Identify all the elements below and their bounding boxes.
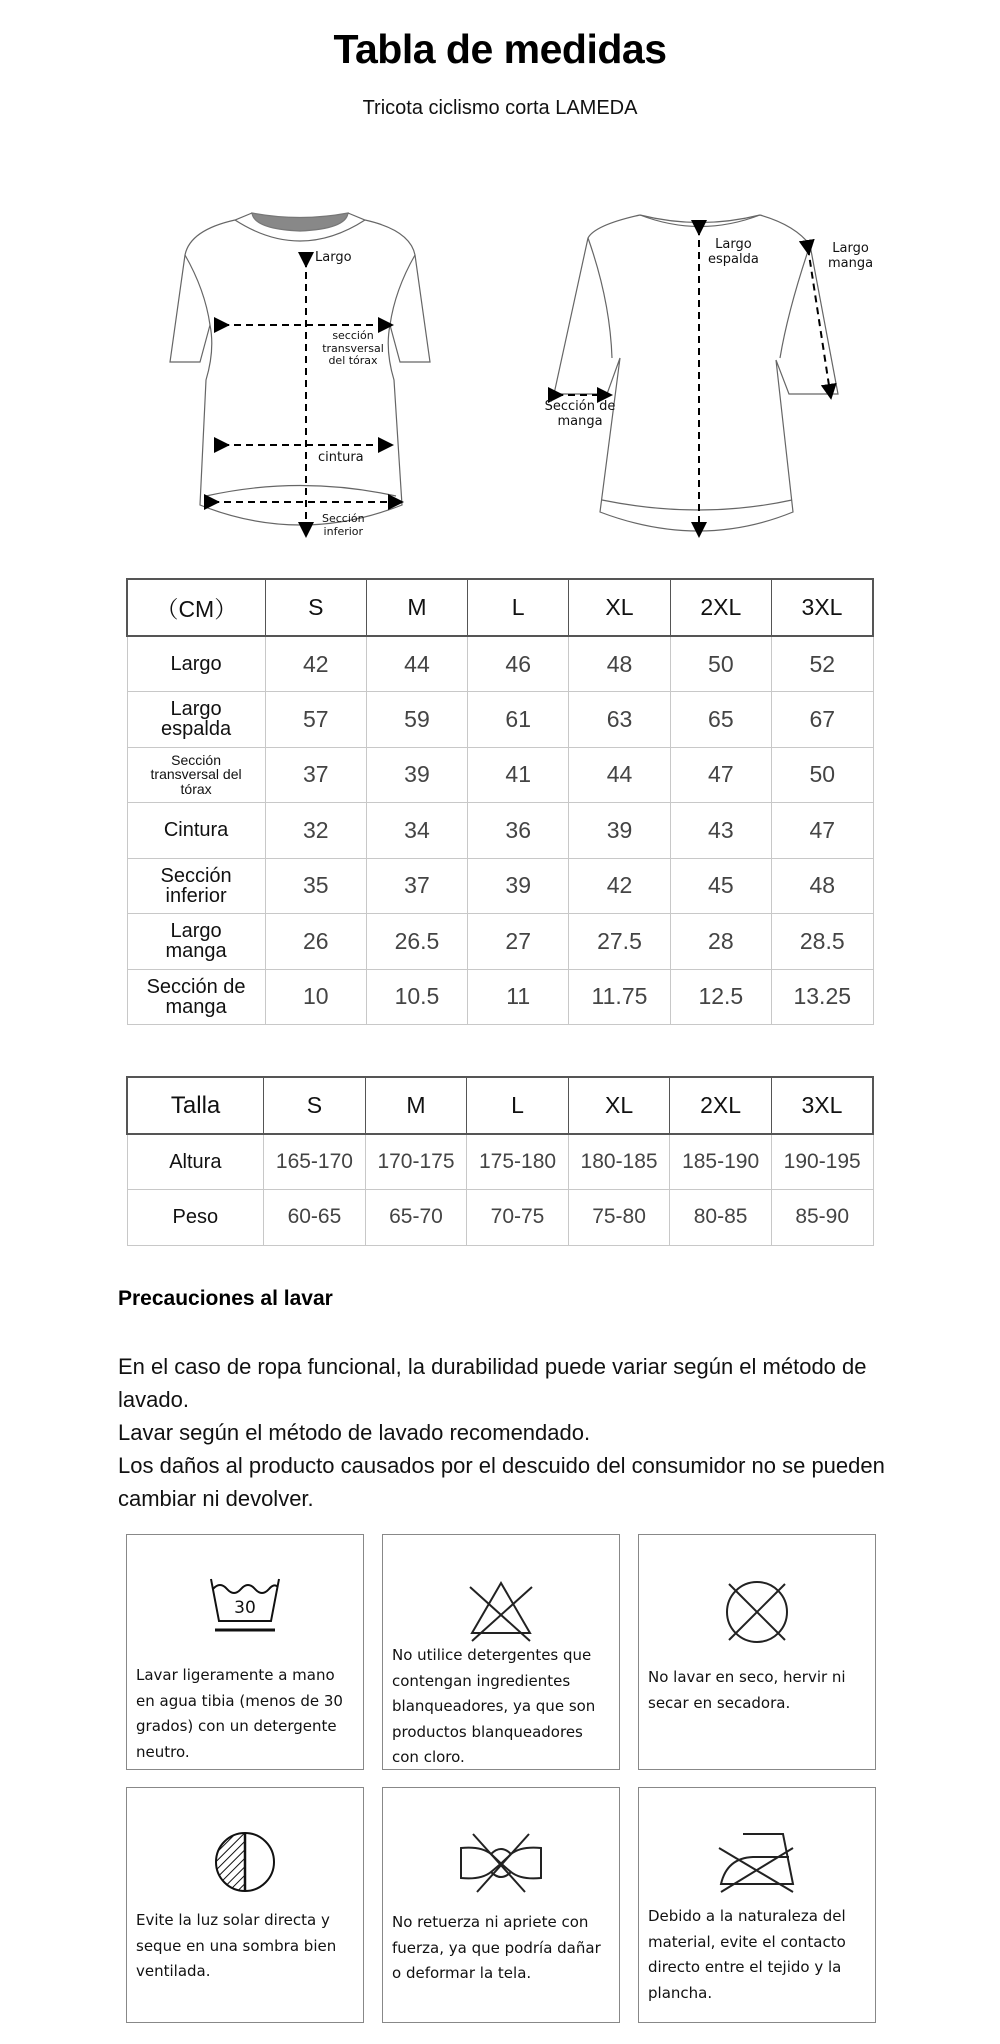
size-header: L	[467, 1077, 569, 1134]
table-cell: 10	[265, 969, 366, 1025]
care-card-no-iron	[638, 1787, 876, 2023]
table-cell: 11	[468, 969, 569, 1025]
care-card-no-dry-clean	[638, 1534, 876, 1770]
table-cell: 13.25	[772, 969, 874, 1025]
front-label-largo: Largo	[315, 250, 352, 265]
row-label: Sección transversal del tórax	[127, 747, 265, 803]
size-header: 3XL	[771, 1077, 873, 1134]
hand-wash-30-icon	[205, 1575, 285, 1637]
table-row	[127, 1134, 873, 1190]
back-shirt-diagram	[520, 200, 890, 550]
table-cell: 44	[569, 747, 670, 803]
svg-text:30: 30	[234, 1598, 256, 1618]
table-cell: 80-85	[670, 1190, 772, 1246]
table-row	[127, 858, 873, 914]
table-cell: 180-185	[568, 1134, 670, 1190]
card-text: Debido a la naturaleza del material, evite el contacto directo entre el tejido y la plancha.	[648, 1907, 846, 2002]
care-card-no-wring	[382, 1787, 620, 2023]
size-header: XL	[569, 579, 670, 636]
table-cell: 59	[366, 692, 467, 748]
row-label: Largo	[127, 636, 265, 692]
row-label: Sección de manga	[127, 969, 265, 1025]
table-cell: 60-65	[264, 1190, 366, 1246]
size-header: 2XL	[670, 579, 771, 636]
card-text: No retuerza ni apriete con fuerza, ya que podría dañar o deformar la tela.	[392, 1913, 601, 1982]
table-cell: 170-175	[365, 1134, 467, 1190]
table-cell: 165-170	[264, 1134, 366, 1190]
table-cell: 67	[772, 692, 874, 748]
table-cell: 44	[366, 636, 467, 692]
row-label: Sección inferior	[127, 858, 265, 914]
table-row	[127, 1190, 873, 1246]
table-cell: 37	[366, 858, 467, 914]
table-cell: 61	[468, 692, 569, 748]
table-cell: 37	[265, 747, 366, 803]
care-paragraph: Los daños al producto causados por el descuido del consumidor no se pueden cambiar ni devolver.	[118, 1453, 885, 1511]
table-cell: 27	[468, 914, 569, 970]
size-header: L	[468, 579, 569, 636]
care-instructions	[118, 1350, 898, 1515]
table-cell: 190-195	[771, 1134, 873, 1190]
table-cell: 26.5	[366, 914, 467, 970]
no-bleach-icon	[468, 1581, 534, 1643]
table-cell: 46	[468, 636, 569, 692]
size-header: XL	[568, 1077, 670, 1134]
front-label-waist: cintura	[318, 450, 364, 465]
table-cell: 41	[468, 747, 569, 803]
no-dry-clean-icon	[724, 1579, 790, 1645]
no-wring-icon	[459, 1832, 543, 1894]
back-label-sleeve-section: Sección de manga	[544, 399, 616, 429]
card-text: No utilice detergentes que contengan ingredientes blanqueadores, ya que son productos blanqueadores con cloro.	[392, 1646, 596, 1766]
row-label: Altura	[127, 1134, 264, 1190]
table-cell: 10.5	[366, 969, 467, 1025]
table-cell: 63	[569, 692, 670, 748]
front-label-chest: sección transversal del tórax	[322, 329, 384, 368]
row-label: Peso	[127, 1190, 264, 1246]
table-cell: 42	[265, 636, 366, 692]
table-cell: 27.5	[569, 914, 670, 970]
table-cell: 39	[468, 858, 569, 914]
care-card-no-bleach	[382, 1534, 620, 1770]
table-cell: 75-80	[568, 1190, 670, 1246]
card-text: No lavar en seco, hervir ni secar en secadora.	[648, 1668, 846, 1712]
card-text: Lavar ligeramente a mano en agua tibia (menos de 30 grados) con un detergente neutro.	[136, 1666, 343, 1761]
unit-header: （CM）	[127, 579, 265, 636]
table-cell: 11.75	[569, 969, 670, 1025]
table-cell: 175-180	[467, 1134, 569, 1190]
table-header-row	[127, 1077, 873, 1134]
back-label-sleeve-length: Largo manga	[828, 241, 874, 271]
table-cell: 39	[366, 747, 467, 803]
table-cell: 36	[468, 803, 569, 859]
care-paragraph: En el caso de ropa funcional, la durabilidad puede variar según el método de lavado.	[118, 1354, 867, 1412]
table-row	[127, 969, 873, 1025]
row-label: Largo manga	[127, 914, 265, 970]
table-cell: 185-190	[670, 1134, 772, 1190]
back-label-back-length: Largo espalda	[708, 237, 759, 267]
front-shirt-diagram	[150, 200, 450, 550]
table-cell: 28.5	[772, 914, 874, 970]
page-title: Tabla de medidas	[333, 26, 667, 72]
table-cell: 85-90	[771, 1190, 873, 1246]
table-row	[127, 914, 873, 970]
dry-in-shade-icon	[213, 1830, 277, 1894]
table-cell: 47	[772, 803, 874, 859]
table-cell: 52	[772, 636, 874, 692]
measurements-table	[126, 578, 874, 1025]
no-iron-icon	[717, 1830, 797, 1894]
table-cell: 47	[670, 747, 771, 803]
product-name: Tricota ciclismo corta LAMEDA	[362, 97, 638, 119]
row-label: Largo espalda	[127, 692, 265, 748]
talla-header: Talla	[127, 1077, 264, 1134]
care-card-hand-wash	[126, 1534, 364, 1770]
card-text: Evite la luz solar directa y seque en una sombra bien ventilada.	[136, 1911, 337, 1980]
table-cell: 50	[670, 636, 771, 692]
table-cell: 35	[265, 858, 366, 914]
care-card-dry-in-shade	[126, 1787, 364, 2023]
size-header: S	[264, 1077, 366, 1134]
table-row	[127, 803, 873, 859]
size-header: 2XL	[670, 1077, 772, 1134]
table-cell: 42	[569, 858, 670, 914]
table-row	[127, 692, 873, 748]
table-cell: 34	[366, 803, 467, 859]
table-cell: 28	[670, 914, 771, 970]
size-header: 3XL	[772, 579, 874, 636]
table-cell: 45	[670, 858, 771, 914]
table-cell: 50	[772, 747, 874, 803]
table-cell: 39	[569, 803, 670, 859]
table-header-row	[127, 579, 873, 636]
table-cell: 65-70	[365, 1190, 467, 1246]
care-paragraph: Lavar según el método de lavado recomendado.	[118, 1420, 591, 1445]
table-cell: 26	[265, 914, 366, 970]
row-label: Cintura	[127, 803, 265, 859]
table-row	[127, 636, 873, 692]
size-header: M	[365, 1077, 467, 1134]
size-header: S	[265, 579, 366, 636]
table-cell: 48	[772, 858, 874, 914]
table-cell: 12.5	[670, 969, 771, 1025]
size-header: M	[366, 579, 467, 636]
front-shirt-icon	[150, 200, 450, 550]
care-section-title: Precauciones al lavar	[118, 1287, 333, 1310]
table-cell: 48	[569, 636, 670, 692]
table-cell: 32	[265, 803, 366, 859]
front-label-bottom: Sección inferior	[322, 512, 365, 538]
table-cell: 43	[670, 803, 771, 859]
table-row	[127, 747, 873, 803]
table-cell: 57	[265, 692, 366, 748]
fit-table	[126, 1076, 874, 1246]
table-cell: 65	[670, 692, 771, 748]
table-cell: 70-75	[467, 1190, 569, 1246]
